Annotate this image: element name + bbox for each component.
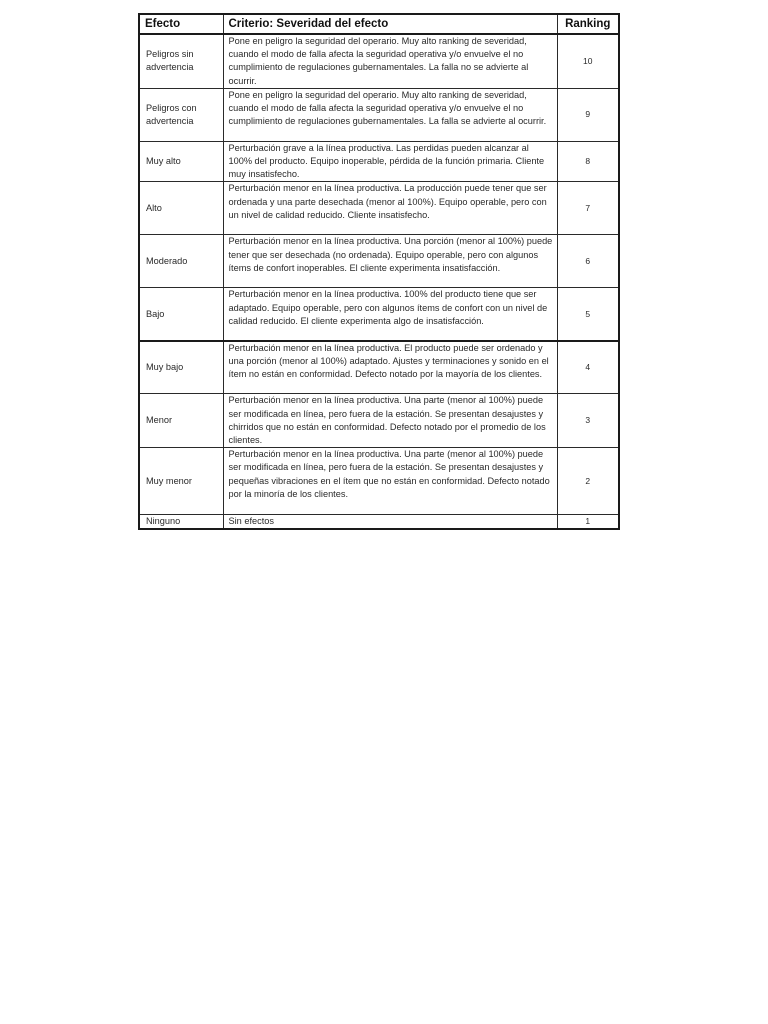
criterio-cell: Sin efectos — [223, 515, 557, 530]
severity-table — [138, 13, 620, 530]
ranking-cell: 9 — [557, 88, 619, 141]
table-row — [139, 288, 619, 341]
efecto-cell: Alto — [139, 182, 223, 235]
table-row — [139, 341, 619, 394]
header-efecto: Efecto — [139, 14, 223, 34]
criterio-cell: Perturbación menor en la línea productiva. La producción puede tener que ser ordenada y una parte desechada (menor al 100%). Equipo operable, pero con un nivel de calidad reducido. Cliente insatisfecho. — [223, 182, 557, 235]
ranking-cell: 3 — [557, 394, 619, 448]
ranking-cell: 6 — [557, 235, 619, 288]
table-row — [139, 394, 619, 448]
efecto-cell: Bajo — [139, 288, 223, 341]
table-row — [139, 34, 619, 88]
efecto-cell: Moderado — [139, 235, 223, 288]
table-row — [139, 141, 619, 182]
criterio-cell: Pone en peligro la seguridad del operario. Muy alto ranking de severidad, cuando el modo de falla afecta la seguridad operativa y/o envuelve el no cumplimiento de regulaciones gubernamentales. La falla no se advierte al ocurrir. — [223, 34, 557, 88]
efecto-cell: Menor — [139, 394, 223, 448]
ranking-cell: 4 — [557, 341, 619, 394]
table-row — [139, 448, 619, 515]
criterio-cell: Perturbación grave a la línea productiva. Las perdidas pueden alcanzar al 100% del producto. Equipo inoperable, pérdida de la función primaria. Cliente muy insatisfecho. — [223, 141, 557, 182]
table-row — [139, 515, 619, 530]
efecto-cell: Peligros sin advertencia — [139, 34, 223, 88]
severity-table-container — [138, 13, 618, 530]
ranking-cell: 10 — [557, 34, 619, 88]
criterio-cell: Pone en peligro la seguridad del operario. Muy alto ranking de severidad, cuando el modo de falla afecta la seguridad operativa y/o envuelve el no cumplimiento de regulaciones gubernamentales. La falla se advierte al ocurrir. — [223, 88, 557, 141]
criterio-cell: Perturbación menor en la línea productiva. Una parte (menor al 100%) puede ser modificada en línea, pero fuera de la estación. Se presentan desajustes y pequeñas vibraciones en el ítem que no están en conformidad. Defecto notado por la minoría de los clientes. — [223, 448, 557, 515]
ranking-cell: 8 — [557, 141, 619, 182]
efecto-cell: Muy alto — [139, 141, 223, 182]
table-header-row — [139, 14, 619, 34]
criterio-cell: Perturbación menor en la línea productiva. El producto puede ser ordenado y una porción (menor al 100%) adaptado. Ajustes y terminaciones y sonido en el ítem no están en conformidad. Defecto notado por la mayoría de los clientes. — [223, 341, 557, 394]
ranking-cell: 5 — [557, 288, 619, 341]
criterio-cell: Perturbación menor en la línea productiva. Una parte (menor al 100%) puede ser modificada en línea, pero fuera de la estación. Se presentan desajustes y chirridos que no están en conformidad. Defecto notado por el promedio de los clientes. — [223, 394, 557, 448]
ranking-cell: 7 — [557, 182, 619, 235]
efecto-cell: Peligros con advertencia — [139, 88, 223, 141]
ranking-cell: 2 — [557, 448, 619, 515]
efecto-cell: Muy bajo — [139, 341, 223, 394]
table-row — [139, 235, 619, 288]
efecto-cell: Muy menor — [139, 448, 223, 515]
criterio-cell: Perturbación menor en la línea productiva. 100% del producto tiene que ser adaptado. Equipo operable, pero con algunos ítems de confort con un nivel de calidad reducido. El cliente experimenta algo de insatisfacción. — [223, 288, 557, 341]
ranking-cell: 1 — [557, 515, 619, 530]
table-row — [139, 88, 619, 141]
header-ranking: Ranking — [557, 14, 619, 34]
efecto-cell: Ninguno — [139, 515, 223, 530]
criterio-cell: Perturbación menor en la línea productiva. Una porción (menor al 100%) puede tener que ser desechada (no ordenada). Equipo operable, pero con algunos ítems de confort inoperables. El cliente experimenta insatisfacción. — [223, 235, 557, 288]
table-row — [139, 182, 619, 235]
header-criterio: Criterio: Severidad del efecto — [223, 14, 557, 34]
